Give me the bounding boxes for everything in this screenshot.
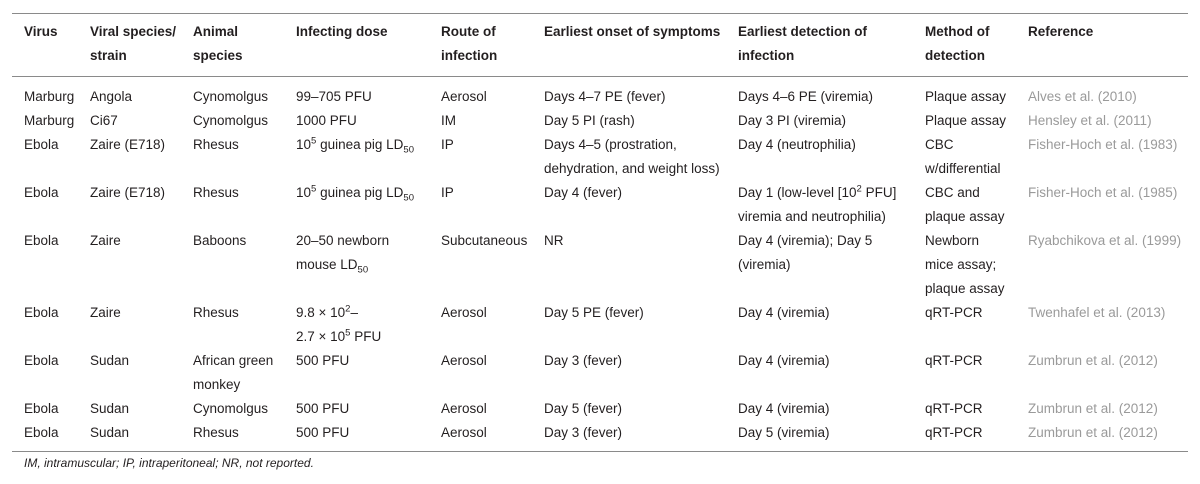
cell-virus: Marburg (24, 113, 75, 128)
cell-route: IP (441, 137, 454, 152)
cell-reference: Zumbrun et al. (2012) (1028, 401, 1158, 416)
cell-onset: Day 5 (fever) (544, 401, 623, 416)
cell-dose: $10^5$ guinea pig $LD_{50}$ (296, 183, 414, 204)
header-onset: Earliest onset of symptoms (544, 24, 721, 39)
cell-reference: Fisher-Hoch et al. (1983) (1028, 137, 1178, 152)
cell-species: Sudan (90, 425, 130, 440)
cell-method: qRT-PCR (925, 353, 983, 368)
table-row (12, 77, 1188, 110)
cell-dose: $10^5$ guinea pig $LD_{50}$ (296, 135, 414, 156)
cell-detection: Day 1 (low-level [$10^2$ PFU] viremia and neutrophilia) (738, 183, 897, 224)
cell-route: Aerosol (441, 305, 487, 320)
header-virus: Virus (24, 24, 58, 39)
cell-onset: Day 3 (fever) (544, 353, 623, 368)
cell-dose: 500 PFU (296, 425, 350, 440)
cell-dose: 500 PFU (296, 401, 350, 416)
header-animal-species: Animal species (193, 24, 243, 63)
cell-detection: Day 4 (neutrophilia) (738, 137, 856, 152)
cell-species: Zaire (E718) (90, 185, 166, 200)
header-reference: Reference (1028, 24, 1094, 39)
cell-species: Zaire (90, 305, 121, 320)
cell-method: CBC w/differential (925, 137, 1001, 176)
cell-reference: Ryabchikova et al. (1999) (1028, 233, 1182, 248)
cell-animal: Rhesus (193, 305, 239, 320)
header-viral-species: Viral species/ strain (90, 24, 177, 63)
cell-dose: 20–50 newborn mouse $LD_{50}$ (296, 233, 390, 276)
cell-dose: $9.8 \times 10^2-$ $2.7 \times 10^5$ PFU (296, 303, 382, 344)
cell-route: IM (441, 113, 456, 128)
cell-virus: Ebola (24, 137, 59, 152)
cell-species: Ci67 (90, 113, 118, 128)
cell-detection: Days 4–6 PE (viremia) (738, 89, 874, 104)
infection-data-table (12, 13, 1188, 452)
table-row (12, 109, 1188, 133)
cell-animal: Baboons (193, 233, 247, 248)
cell-detection: Day 3 PI (viremia) (738, 113, 847, 128)
cell-virus: Ebola (24, 353, 59, 368)
cell-onset: Day 5 PE (fever) (544, 305, 644, 320)
table-row (12, 181, 1188, 229)
cell-reference: Zumbrun et al. (2012) (1028, 353, 1158, 368)
table-row (12, 301, 1188, 349)
cell-route: Aerosol (441, 353, 487, 368)
table-row (12, 397, 1188, 421)
cell-species: Zaire (E718) (90, 137, 166, 152)
table-row (12, 133, 1188, 181)
cell-method: Newborn mice assay; plaque assay (925, 233, 1005, 296)
cell-virus: Marburg (24, 89, 75, 104)
cell-detection: Day 4 (viremia) (738, 305, 830, 320)
cell-method: CBC and plaque assay (925, 185, 1005, 224)
cell-detection: Day 4 (viremia); Day 5 (viremia) (738, 233, 873, 272)
table-row (12, 349, 1188, 397)
table-row (12, 421, 1188, 452)
cell-route: IP (441, 185, 454, 200)
cell-onset: Days 4–7 PE (fever) (544, 89, 666, 104)
cell-method: qRT-PCR (925, 401, 983, 416)
cell-onset: Day 5 PI (rash) (544, 113, 635, 128)
cell-virus: Ebola (24, 185, 59, 200)
cell-virus: Ebola (24, 233, 59, 248)
cell-detection: Day 4 (viremia) (738, 401, 830, 416)
cell-animal: Cynomolgus (193, 401, 269, 416)
cell-detection: Day 5 (viremia) (738, 425, 830, 440)
cell-reference: Alves et al. (2010) (1028, 89, 1137, 104)
cell-animal: African green monkey (193, 353, 274, 392)
cell-route: Aerosol (441, 89, 487, 104)
cell-route: Subcutaneous (441, 233, 528, 248)
cell-reference: Fisher-Hoch et al. (1985) (1028, 185, 1178, 200)
cell-onset: Day 3 (fever) (544, 425, 623, 440)
cell-virus: Ebola (24, 425, 59, 440)
table-footnote: IM, intramuscular; IP, intraperitoneal; NR, not reported. (24, 456, 314, 470)
header-route: Route of infection (441, 24, 498, 63)
cell-detection: Day 4 (viremia) (738, 353, 830, 368)
cell-route: Aerosol (441, 401, 487, 416)
cell-virus: Ebola (24, 401, 59, 416)
cell-dose: 99–705 PFU (296, 89, 372, 104)
header-detection: Earliest detection of infection (738, 24, 868, 63)
cell-onset: Days 4–5 (prostration, dehydration, and weight loss) (544, 137, 720, 176)
cell-onset: NR (544, 233, 564, 248)
cell-method: qRT-PCR (925, 305, 983, 320)
cell-animal: Cynomolgus (193, 113, 269, 128)
cell-species: Angola (90, 89, 133, 104)
cell-species: Sudan (90, 353, 130, 368)
cell-reference: Zumbrun et al. (2012) (1028, 425, 1158, 440)
cell-dose: 1000 PFU (296, 113, 357, 128)
cell-reference: Twenhafel et al. (2013) (1028, 305, 1166, 320)
table-header-row (12, 14, 1188, 77)
cell-method: qRT-PCR (925, 425, 983, 440)
cell-animal: Rhesus (193, 185, 239, 200)
cell-animal: Rhesus (193, 137, 239, 152)
data-table-container (12, 13, 1188, 452)
cell-dose: 500 PFU (296, 353, 350, 368)
cell-animal: Cynomolgus (193, 89, 269, 104)
cell-method: Plaque assay (925, 113, 1007, 128)
header-method: Method of detection (925, 24, 990, 63)
cell-method: Plaque assay (925, 89, 1007, 104)
header-infecting-dose: Infecting dose (296, 24, 388, 39)
cell-route: Aerosol (441, 425, 487, 440)
table-row (12, 229, 1188, 301)
cell-onset: Day 4 (fever) (544, 185, 623, 200)
cell-reference: Hensley et al. (2011) (1028, 113, 1152, 128)
cell-virus: Ebola (24, 305, 59, 320)
cell-species: Zaire (90, 233, 121, 248)
cell-animal: Rhesus (193, 425, 239, 440)
cell-species: Sudan (90, 401, 130, 416)
